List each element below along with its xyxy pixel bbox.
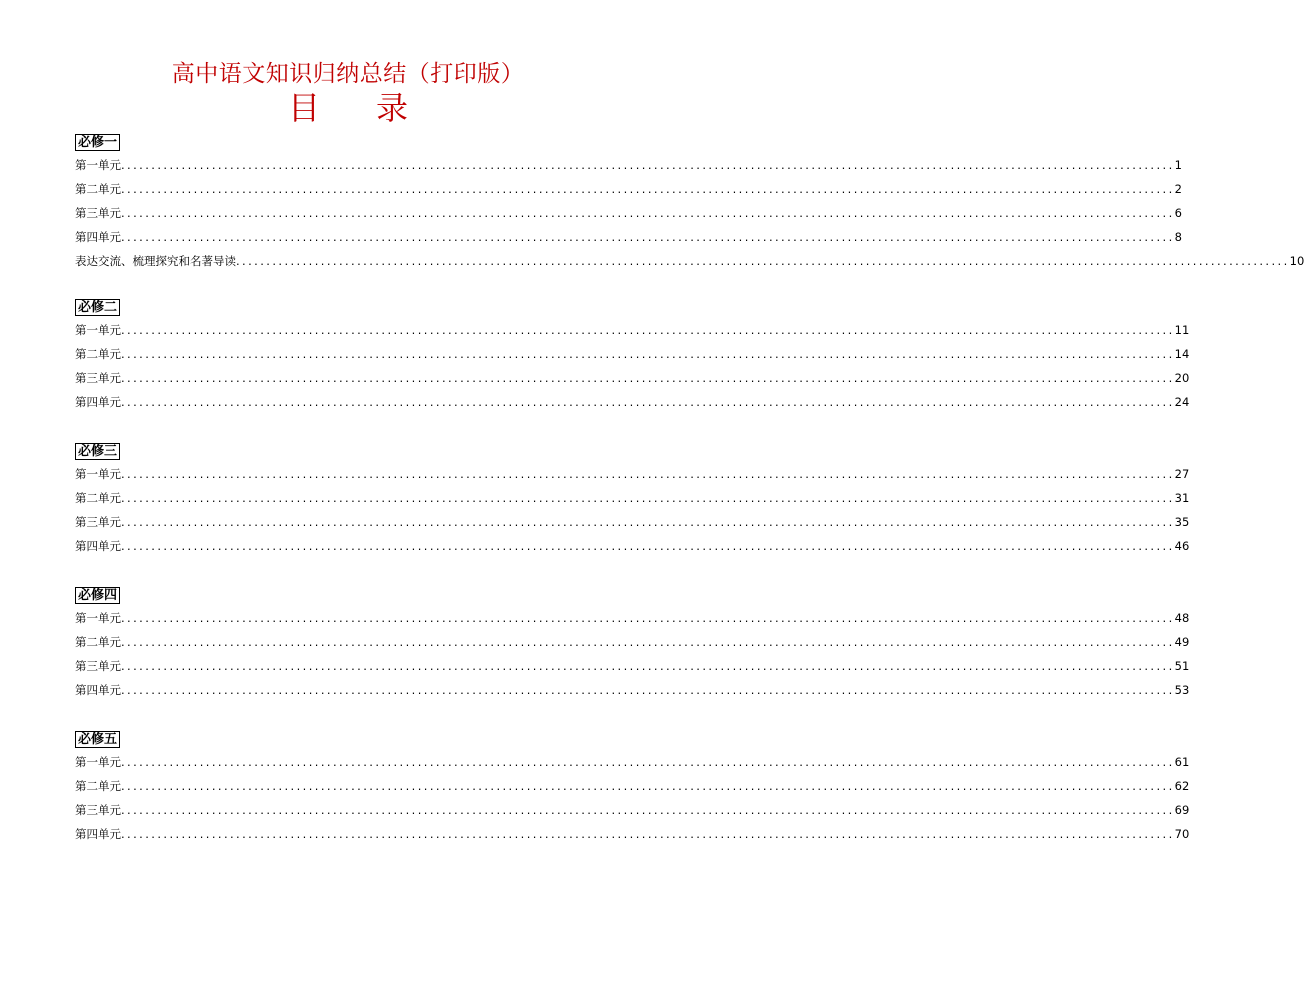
toc-entry[interactable] — [75, 610, 1190, 634]
entry-label: 第二单元 — [75, 491, 121, 505]
entry-page: 70 — [1174, 827, 1190, 841]
dot-leader: .............................................................................................................................................................................. — [121, 635, 1175, 649]
entry-label: 第三单元 — [75, 515, 121, 529]
section-bixiu-3 — [75, 440, 1190, 562]
toc-entry[interactable] — [75, 466, 1190, 490]
entry-page: 1 — [1174, 158, 1182, 172]
entry-label: 第四单元 — [75, 230, 121, 244]
dot-leader: .............................................................................................................................................................................. — [121, 611, 1175, 625]
dot-leader: .............................................................................................................................................................................. — [121, 467, 1175, 481]
dot-leader: .............................................................................................................................................................................. — [121, 395, 1175, 409]
entry-label: 第三单元 — [75, 371, 121, 385]
entry-page: 27 — [1174, 467, 1190, 481]
dot-leader: .............................................................................................................................................................................. — [121, 347, 1175, 361]
toc-entry[interactable] — [75, 322, 1190, 346]
dot-leader: .............................................................................................................................................................................. — [121, 323, 1175, 337]
entry-label: 第一单元 — [75, 611, 121, 625]
dot-leader: .............................................................................................................................................................................. — [121, 779, 1175, 793]
entry-page: 35 — [1174, 515, 1190, 529]
entry-label: 第一单元 — [75, 467, 121, 481]
toc-entry[interactable] — [75, 370, 1190, 394]
toc-entry[interactable] — [75, 682, 1190, 706]
dot-leader: .............................................................................................................................................................................. — [121, 206, 1175, 220]
dot-leader: .............................................................................................................................................................................. — [121, 755, 1175, 769]
entry-page: 20 — [1174, 371, 1190, 385]
toc-heading-char-2: 录 — [376, 89, 409, 127]
dot-leader: .............................................................................................................................................................................. — [121, 158, 1175, 172]
toc-heading — [0, 88, 696, 128]
toc-entry[interactable] — [75, 253, 1304, 277]
entry-label: 第三单元 — [75, 803, 121, 817]
entry-page: 6 — [1174, 206, 1182, 220]
dot-leader: .............................................................................................................................................................................. — [121, 803, 1175, 817]
entry-page: 2 — [1174, 182, 1182, 196]
section-heading: 必修四 — [75, 587, 120, 604]
section-heading: 必修三 — [75, 443, 120, 460]
section-bixiu-2 — [75, 296, 1190, 418]
dot-leader: .............................................................................................................................................................................. — [121, 371, 1175, 385]
document-title: 高中语文知识归纳总结（打印版） — [171, 61, 525, 87]
entry-label: 第四单元 — [75, 827, 121, 841]
toc-entry[interactable] — [75, 658, 1190, 682]
toc-entry[interactable] — [75, 229, 1182, 253]
toc-entry[interactable] — [75, 181, 1182, 205]
dot-leader: .............................................................................................................................................................................. — [121, 230, 1175, 244]
entry-page: 46 — [1174, 539, 1190, 553]
section-bixiu-4 — [75, 584, 1190, 706]
entry-page: 10 — [1289, 254, 1304, 268]
entry-page: 31 — [1174, 491, 1190, 505]
entry-page: 8 — [1174, 230, 1182, 244]
dot-leader: .............................................................................................................................................................................. — [121, 659, 1175, 673]
entry-page: 49 — [1174, 635, 1190, 649]
entry-page: 24 — [1174, 395, 1190, 409]
entry-label: 第二单元 — [75, 182, 121, 196]
entry-page: 51 — [1174, 659, 1190, 673]
toc-entry[interactable] — [75, 514, 1190, 538]
section-heading: 必修二 — [75, 299, 120, 316]
toc-entry[interactable] — [75, 157, 1182, 181]
entry-page: 62 — [1174, 779, 1190, 793]
dot-leader: .............................................................................................................................................................................. — [121, 683, 1175, 697]
toc-entry[interactable] — [75, 826, 1190, 850]
toc-entry[interactable] — [75, 754, 1190, 778]
section-bixiu-5 — [75, 728, 1190, 850]
entry-label: 第二单元 — [75, 347, 121, 361]
toc-entry[interactable] — [75, 346, 1190, 370]
entry-label: 第二单元 — [75, 779, 121, 793]
entry-page: 69 — [1174, 803, 1190, 817]
entry-label: 第四单元 — [75, 395, 121, 409]
toc-entry[interactable] — [75, 538, 1190, 562]
toc-entry[interactable] — [75, 634, 1190, 658]
section-heading: 必修一 — [75, 134, 120, 151]
dot-leader: .............................................................................................................................................................................. — [121, 491, 1175, 505]
entry-label: 第一单元 — [75, 158, 121, 172]
entry-label: 第三单元 — [75, 206, 121, 220]
toc-entry[interactable] — [75, 778, 1190, 802]
entry-label: 第四单元 — [75, 539, 121, 553]
entry-label: 第一单元 — [75, 755, 121, 769]
entry-label: 第四单元 — [75, 683, 121, 697]
entry-page: 48 — [1174, 611, 1190, 625]
dot-leader: .............................................................................................................................................................................. — [121, 827, 1175, 841]
dot-leader: .............................................................................................................................................................................. — [121, 515, 1175, 529]
entry-label: 第一单元 — [75, 323, 121, 337]
dot-leader: .............................................................................................................................................................................. — [121, 539, 1175, 553]
dot-leader: .............................................................................................................................................................................. — [236, 254, 1290, 268]
entry-page: 14 — [1174, 347, 1190, 361]
entry-label: 第三单元 — [75, 659, 121, 673]
entry-label: 表达交流、梳理探究和名著导读 — [75, 254, 236, 268]
section-bixiu-1 — [75, 131, 1304, 277]
section-heading: 必修五 — [75, 731, 120, 748]
toc-entry[interactable] — [75, 394, 1190, 418]
toc-entry[interactable] — [75, 802, 1190, 826]
toc-entry[interactable] — [75, 490, 1190, 514]
entry-page: 53 — [1174, 683, 1190, 697]
entry-page: 61 — [1174, 755, 1190, 769]
dot-leader: .............................................................................................................................................................................. — [121, 182, 1175, 196]
entry-page: 11 — [1174, 323, 1190, 337]
entry-label: 第二单元 — [75, 635, 121, 649]
toc-entry[interactable] — [75, 205, 1182, 229]
toc-heading-char-1: 目 — [287, 89, 320, 127]
